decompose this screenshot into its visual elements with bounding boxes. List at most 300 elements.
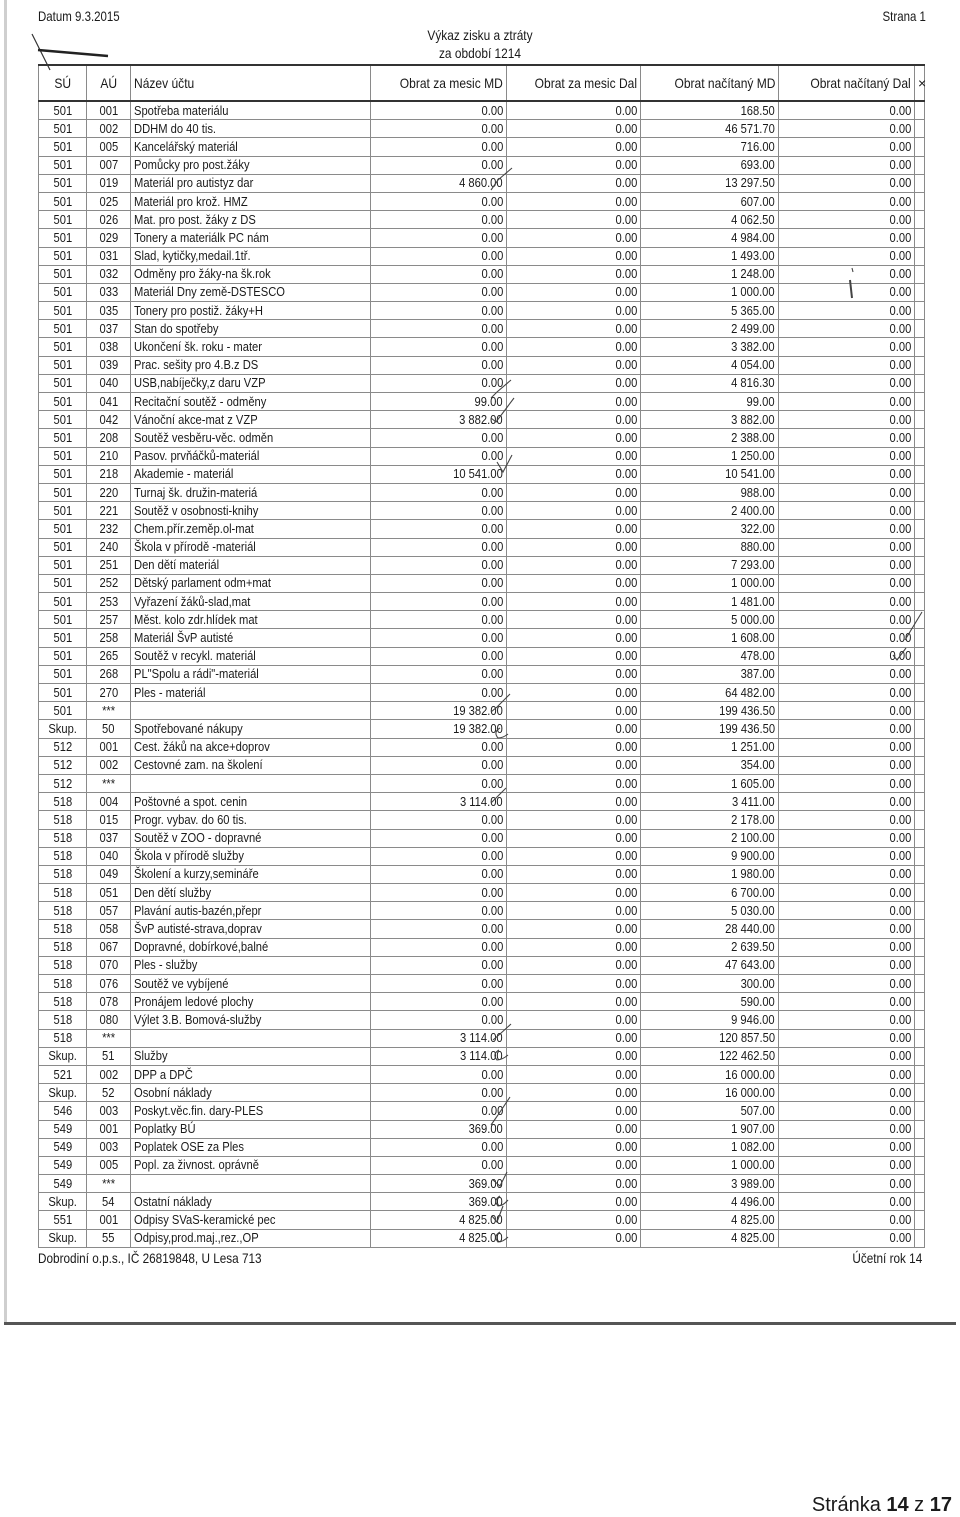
table-row — [39, 1065, 925, 1083]
cell-month-dal: 0.00 — [507, 593, 641, 611]
cell-account-name: Stan do spotřeby — [131, 320, 371, 338]
cell-su: 501 — [39, 156, 87, 174]
cell-account-name: Soutěž v ZOO - dopravné — [131, 829, 371, 847]
cell-au: 026 — [87, 211, 131, 229]
cell-su: 501 — [39, 283, 87, 301]
cell-cumulative-dal: 0.00 — [779, 138, 915, 156]
column-header-cumulative-md: Obrat načítaný MD — [641, 65, 779, 101]
cell-cumulative-md: 1 605.00 — [641, 774, 779, 792]
cell-cumulative-dal: 0.00 — [779, 374, 915, 392]
cell-account-name: Ples - služby — [131, 956, 371, 974]
cell-x — [915, 1102, 925, 1120]
table-row — [39, 774, 925, 792]
cell-su: 501 — [39, 502, 87, 520]
cell-su: 518 — [39, 793, 87, 811]
cell-month-md: 0.00 — [371, 302, 507, 320]
cell-su: 518 — [39, 829, 87, 847]
cell-month-md: 0.00 — [371, 338, 507, 356]
cell-cumulative-dal: 0.00 — [779, 229, 915, 247]
cell-month-dal: 0.00 — [507, 756, 641, 774]
cell-cumulative-dal: 0.00 — [779, 938, 915, 956]
cell-au: 240 — [87, 538, 131, 556]
cell-cumulative-dal: 0.00 — [779, 338, 915, 356]
cell-su: 501 — [39, 374, 87, 392]
cell-month-md: 0.00 — [371, 865, 507, 883]
cell-su: Skup. — [39, 720, 87, 738]
table-row — [39, 1029, 925, 1047]
cell-su: 549 — [39, 1138, 87, 1156]
cell-month-md: 0.00 — [371, 156, 507, 174]
cell-month-dal: 0.00 — [507, 1175, 641, 1193]
cell-au: *** — [87, 774, 131, 792]
cell-month-md: 0.00 — [371, 756, 507, 774]
cell-x — [915, 629, 925, 647]
cell-au: 032 — [87, 265, 131, 283]
cell-cumulative-md: 16 000.00 — [641, 1084, 779, 1102]
cell-x — [915, 174, 925, 192]
table-row — [39, 938, 925, 956]
cell-month-md: 0.00 — [371, 684, 507, 702]
cell-x — [915, 1211, 925, 1229]
cell-month-dal: 0.00 — [507, 611, 641, 629]
cell-month-dal: 0.00 — [507, 702, 641, 720]
cell-month-md: 0.00 — [371, 211, 507, 229]
cell-cumulative-md: 5 030.00 — [641, 902, 779, 920]
cell-month-dal: 0.00 — [507, 411, 641, 429]
cell-au: 038 — [87, 338, 131, 356]
cell-month-dal: 0.00 — [507, 283, 641, 301]
cell-su: 518 — [39, 1029, 87, 1047]
cell-x — [915, 211, 925, 229]
cell-cumulative-md: 1 251.00 — [641, 738, 779, 756]
cell-account-name: Plavání autis-bazén,přepr — [131, 902, 371, 920]
cell-month-md: 19 382.00 — [371, 702, 507, 720]
cell-cumulative-md: 4 816.30 — [641, 374, 779, 392]
cell-au: 220 — [87, 483, 131, 501]
cell-cumulative-md: 1 000.00 — [641, 1156, 779, 1174]
cell-au: 55 — [87, 1229, 131, 1247]
cell-x — [915, 1011, 925, 1029]
cell-account-name — [131, 774, 371, 792]
cell-su: 501 — [39, 483, 87, 501]
table-row — [39, 684, 925, 702]
cell-su: 501 — [39, 611, 87, 629]
cell-month-md: 0.00 — [371, 138, 507, 156]
cell-au: 002 — [87, 1065, 131, 1083]
cell-month-md: 0.00 — [371, 920, 507, 938]
cell-au: 52 — [87, 1084, 131, 1102]
cell-account-name: Dětský parlament odm+mat — [131, 574, 371, 592]
cell-su: 518 — [39, 884, 87, 902]
cell-au: 039 — [87, 356, 131, 374]
column-header-month-dal: Obrat za mesic Dal — [507, 65, 641, 101]
table-row — [39, 229, 925, 247]
cell-cumulative-md: 3 411.00 — [641, 793, 779, 811]
cell-cumulative-md: 4 062.50 — [641, 211, 779, 229]
cell-month-md: 0.00 — [371, 1156, 507, 1174]
cell-account-name: Tonery a materiálk PC nám — [131, 229, 371, 247]
cell-month-dal: 0.00 — [507, 247, 641, 265]
cell-au: *** — [87, 702, 131, 720]
cell-cumulative-md: 4 825.00 — [641, 1211, 779, 1229]
cell-x — [915, 101, 925, 120]
table-row — [39, 138, 925, 156]
cell-su: 518 — [39, 938, 87, 956]
report-page-number: Strana 1 — [882, 8, 926, 24]
ledger-table — [38, 64, 925, 1248]
cell-au: 057 — [87, 902, 131, 920]
cell-su: 501 — [39, 684, 87, 702]
report-title — [72, 26, 888, 62]
cell-month-dal: 0.00 — [507, 956, 641, 974]
cell-au: 51 — [87, 1047, 131, 1065]
cell-su: 521 — [39, 1065, 87, 1083]
cell-cumulative-dal: 0.00 — [779, 556, 915, 574]
cell-x — [915, 811, 925, 829]
cell-cumulative-dal: 0.00 — [779, 1229, 915, 1247]
cell-month-md: 0.00 — [371, 1138, 507, 1156]
cell-x — [915, 465, 925, 483]
cell-au: 258 — [87, 629, 131, 647]
cell-cumulative-md: 5 365.00 — [641, 302, 779, 320]
cell-au: 029 — [87, 229, 131, 247]
cell-month-md: 4 860.00 — [371, 174, 507, 192]
cell-au: 040 — [87, 374, 131, 392]
table-row — [39, 1229, 925, 1247]
cell-su: Skup. — [39, 1084, 87, 1102]
table-row — [39, 1011, 925, 1029]
cell-cumulative-md: 387.00 — [641, 665, 779, 683]
cell-month-dal: 0.00 — [507, 429, 641, 447]
cell-cumulative-dal: 0.00 — [779, 975, 915, 993]
cell-month-dal: 0.00 — [507, 138, 641, 156]
cell-au: 080 — [87, 1011, 131, 1029]
cell-month-dal: 0.00 — [507, 101, 641, 120]
cell-account-name: Materiál ŠvP autisté — [131, 629, 371, 647]
cell-cumulative-md: 47 643.00 — [641, 956, 779, 974]
cell-cumulative-dal: 0.00 — [779, 174, 915, 192]
cell-cumulative-md: 1 608.00 — [641, 629, 779, 647]
cell-month-md: 0.00 — [371, 938, 507, 956]
cell-month-md: 0.00 — [371, 229, 507, 247]
cell-account-name: Poštovné a spot. cenin — [131, 793, 371, 811]
table-row — [39, 374, 925, 392]
cell-month-dal: 0.00 — [507, 174, 641, 192]
cell-month-dal: 0.00 — [507, 1229, 641, 1247]
cell-month-md: 369.00 — [371, 1175, 507, 1193]
cell-cumulative-dal: 0.00 — [779, 265, 915, 283]
table-row — [39, 611, 925, 629]
cell-cumulative-dal: 0.00 — [779, 829, 915, 847]
cell-account-name: USB,nabíječky,z daru VZP — [131, 374, 371, 392]
table-header-row — [39, 65, 925, 101]
cell-account-name: Cestovné zam. na školení — [131, 756, 371, 774]
cell-cumulative-md: 478.00 — [641, 647, 779, 665]
cell-month-md: 0.00 — [371, 993, 507, 1011]
table-row — [39, 1156, 925, 1174]
cell-cumulative-dal: 0.00 — [779, 520, 915, 538]
cell-cumulative-md: 2 178.00 — [641, 811, 779, 829]
cell-su: 501 — [39, 393, 87, 411]
cell-month-md: 0.00 — [371, 629, 507, 647]
cell-month-md: 0.00 — [371, 811, 507, 829]
cell-cumulative-dal: 0.00 — [779, 483, 915, 501]
cell-month-dal: 0.00 — [507, 520, 641, 538]
cell-cumulative-dal: 0.00 — [779, 993, 915, 1011]
cell-cumulative-md: 590.00 — [641, 993, 779, 1011]
cell-cumulative-md: 1 082.00 — [641, 1138, 779, 1156]
cell-cumulative-dal: 0.00 — [779, 884, 915, 902]
cell-account-name: Recitační soutěž - odměny — [131, 393, 371, 411]
cell-x — [915, 229, 925, 247]
cell-su: 501 — [39, 429, 87, 447]
cell-cumulative-md: 1 481.00 — [641, 593, 779, 611]
table-row — [39, 738, 925, 756]
cell-cumulative-md: 507.00 — [641, 1102, 779, 1120]
cell-x — [915, 611, 925, 629]
cell-month-md: 0.00 — [371, 593, 507, 611]
table-row — [39, 447, 925, 465]
page-footer-current: 14 — [886, 1494, 909, 1516]
cell-su: 501 — [39, 411, 87, 429]
cell-x — [915, 829, 925, 847]
cell-month-dal: 0.00 — [507, 1211, 641, 1229]
cell-month-dal: 0.00 — [507, 1084, 641, 1102]
cell-account-name — [131, 702, 371, 720]
cell-cumulative-dal: 0.00 — [779, 1120, 915, 1138]
cell-month-md: 0.00 — [371, 265, 507, 283]
cell-account-name: ŠvP autisté-strava,doprav — [131, 920, 371, 938]
cell-cumulative-md: 3 882.00 — [641, 411, 779, 429]
cell-month-md: 0.00 — [371, 847, 507, 865]
cell-cumulative-dal: 0.00 — [779, 1029, 915, 1047]
cell-month-dal: 0.00 — [507, 993, 641, 1011]
table-row — [39, 302, 925, 320]
cell-su: 501 — [39, 647, 87, 665]
cell-au: 067 — [87, 938, 131, 956]
cell-cumulative-dal: 0.00 — [779, 774, 915, 792]
table-row — [39, 956, 925, 974]
cell-cumulative-md: 64 482.00 — [641, 684, 779, 702]
cell-x — [915, 356, 925, 374]
cell-su: 518 — [39, 993, 87, 1011]
cell-cumulative-dal: 0.00 — [779, 593, 915, 611]
cell-cumulative-md: 199 436.50 — [641, 720, 779, 738]
cell-su: Skup. — [39, 1229, 87, 1247]
cell-month-md: 0.00 — [371, 1065, 507, 1083]
cell-au: 002 — [87, 756, 131, 774]
table-row — [39, 247, 925, 265]
cell-x — [915, 520, 925, 538]
company-info: Dobrodiní o.p.s., IČ 26819848, U Lesa 713 — [38, 1250, 262, 1266]
cell-x — [915, 447, 925, 465]
cell-cumulative-md: 2 639.50 — [641, 938, 779, 956]
table-row — [39, 647, 925, 665]
cell-su: 501 — [39, 538, 87, 556]
cell-cumulative-dal: 0.00 — [779, 1138, 915, 1156]
cell-cumulative-md: 120 857.50 — [641, 1029, 779, 1047]
cell-month-dal: 0.00 — [507, 120, 641, 138]
cell-au: 50 — [87, 720, 131, 738]
table-row — [39, 702, 925, 720]
cell-month-md: 4 825.00 — [371, 1229, 507, 1247]
table-row — [39, 483, 925, 501]
cell-cumulative-dal: 0.00 — [779, 538, 915, 556]
cell-month-dal: 0.00 — [507, 665, 641, 683]
cell-au: 070 — [87, 956, 131, 974]
cell-month-dal: 0.00 — [507, 847, 641, 865]
cell-x — [915, 1029, 925, 1047]
cell-cumulative-md: 99.00 — [641, 393, 779, 411]
cell-cumulative-md: 6 700.00 — [641, 884, 779, 902]
cell-account-name: Slad, kytičky,medail.1tř. — [131, 247, 371, 265]
cell-cumulative-md: 2 388.00 — [641, 429, 779, 447]
cell-account-name: Materiál Dny země-DSTESCO — [131, 283, 371, 301]
cell-month-dal: 0.00 — [507, 1120, 641, 1138]
cell-month-dal: 0.00 — [507, 738, 641, 756]
cell-au: 007 — [87, 156, 131, 174]
cell-au: 257 — [87, 611, 131, 629]
cell-month-md: 369.00 — [371, 1120, 507, 1138]
cell-account-name: Ostatní náklady — [131, 1193, 371, 1211]
cell-month-dal: 0.00 — [507, 447, 641, 465]
cell-cumulative-md: 880.00 — [641, 538, 779, 556]
column-header-month-md: Obrat za mesic MD — [371, 65, 507, 101]
cell-x — [915, 283, 925, 301]
cell-au: 003 — [87, 1102, 131, 1120]
cell-month-md: 4 825.00 — [371, 1211, 507, 1229]
cell-cumulative-dal: 0.00 — [779, 156, 915, 174]
table-row — [39, 593, 925, 611]
cell-au: 210 — [87, 447, 131, 465]
cell-account-name: Odpisy SVaS-keramické pec — [131, 1211, 371, 1229]
cell-su: 518 — [39, 902, 87, 920]
cell-month-md: 99.00 — [371, 393, 507, 411]
cell-account-name: Odpisy,prod.maj.,rez.,OP — [131, 1229, 371, 1247]
cell-cumulative-md: 2 100.00 — [641, 829, 779, 847]
table-row — [39, 847, 925, 865]
cell-x — [915, 1193, 925, 1211]
cell-month-md: 0.00 — [371, 538, 507, 556]
cell-cumulative-md: 9 900.00 — [641, 847, 779, 865]
cell-account-name: Ples - materiál — [131, 684, 371, 702]
table-row — [39, 920, 925, 938]
cell-month-md: 0.00 — [371, 502, 507, 520]
cell-month-dal: 0.00 — [507, 629, 641, 647]
table-row — [39, 429, 925, 447]
cell-cumulative-md: 3 382.00 — [641, 338, 779, 356]
cell-au: 035 — [87, 302, 131, 320]
cell-month-md: 0.00 — [371, 829, 507, 847]
cell-x — [915, 1156, 925, 1174]
cell-su: 518 — [39, 956, 87, 974]
cell-x — [915, 884, 925, 902]
cell-au: 252 — [87, 574, 131, 592]
cell-account-name: Mat. pro post. žáky z DS — [131, 211, 371, 229]
cell-month-md: 0.00 — [371, 429, 507, 447]
table-row — [39, 829, 925, 847]
cell-month-md: 0.00 — [371, 884, 507, 902]
cell-month-md: 0.00 — [371, 902, 507, 920]
table-row — [39, 356, 925, 374]
cell-au: 268 — [87, 665, 131, 683]
cell-account-name: Spotřebované nákupy — [131, 720, 371, 738]
cell-x — [915, 429, 925, 447]
cell-x — [915, 320, 925, 338]
cell-cumulative-dal: 0.00 — [779, 411, 915, 429]
cell-account-name: Dopravné, dobírkové,balné — [131, 938, 371, 956]
cell-au: 002 — [87, 120, 131, 138]
cell-au: 019 — [87, 174, 131, 192]
cell-su: 512 — [39, 774, 87, 792]
cell-x — [915, 738, 925, 756]
cell-su: 501 — [39, 174, 87, 192]
cell-account-name — [131, 1175, 371, 1193]
cell-cumulative-md: 28 440.00 — [641, 920, 779, 938]
cell-x — [915, 483, 925, 501]
table-row — [39, 1138, 925, 1156]
cell-su: 501 — [39, 629, 87, 647]
cell-x — [915, 120, 925, 138]
cell-cumulative-dal: 0.00 — [779, 684, 915, 702]
cell-month-md: 0.00 — [371, 101, 507, 120]
fiscal-year: Účetní rok 14 — [852, 1250, 922, 1266]
cell-month-dal: 0.00 — [507, 302, 641, 320]
cell-su: Skup. — [39, 1047, 87, 1065]
cell-month-md: 0.00 — [371, 1102, 507, 1120]
cell-su: Skup. — [39, 1193, 87, 1211]
cell-cumulative-md: 5 000.00 — [641, 611, 779, 629]
cell-au: 001 — [87, 738, 131, 756]
cell-month-dal: 0.00 — [507, 938, 641, 956]
cell-month-md: 369.00 — [371, 1193, 507, 1211]
cell-cumulative-dal: 0.00 — [779, 192, 915, 210]
cell-cumulative-dal: 0.00 — [779, 702, 915, 720]
cell-month-dal: 0.00 — [507, 156, 641, 174]
cell-cumulative-md: 2 400.00 — [641, 502, 779, 520]
report-period: za období 1214 — [438, 45, 522, 61]
cell-su: 501 — [39, 465, 87, 483]
cell-cumulative-dal: 0.00 — [779, 247, 915, 265]
scan-edge — [4, 1322, 956, 1325]
cell-account-name: Vánoční akce-mat z VZP — [131, 411, 371, 429]
cell-x — [915, 665, 925, 683]
table-row — [39, 1084, 925, 1102]
cell-month-md: 0.00 — [371, 574, 507, 592]
cell-cumulative-md: 1 000.00 — [641, 283, 779, 301]
cell-x — [915, 720, 925, 738]
cell-month-dal: 0.00 — [507, 574, 641, 592]
cell-x — [915, 1065, 925, 1083]
cell-au: 221 — [87, 502, 131, 520]
cell-au: 033 — [87, 283, 131, 301]
cell-month-md: 3 114.00 — [371, 1029, 507, 1047]
cell-x — [915, 684, 925, 702]
cell-cumulative-dal: 0.00 — [779, 502, 915, 520]
cell-month-dal: 0.00 — [507, 829, 641, 847]
table-row — [39, 1211, 925, 1229]
cell-su: 501 — [39, 120, 87, 138]
cell-su: 512 — [39, 756, 87, 774]
cell-account-name: Den dětí materiál — [131, 556, 371, 574]
cell-cumulative-md: 1 493.00 — [641, 247, 779, 265]
cell-cumulative-dal: 0.00 — [779, 956, 915, 974]
cell-month-md: 0.00 — [371, 738, 507, 756]
cell-month-dal: 0.00 — [507, 1102, 641, 1120]
column-header-x: × — [915, 65, 925, 101]
cell-cumulative-dal: 0.00 — [779, 665, 915, 683]
column-header-au: AÚ — [87, 65, 131, 101]
